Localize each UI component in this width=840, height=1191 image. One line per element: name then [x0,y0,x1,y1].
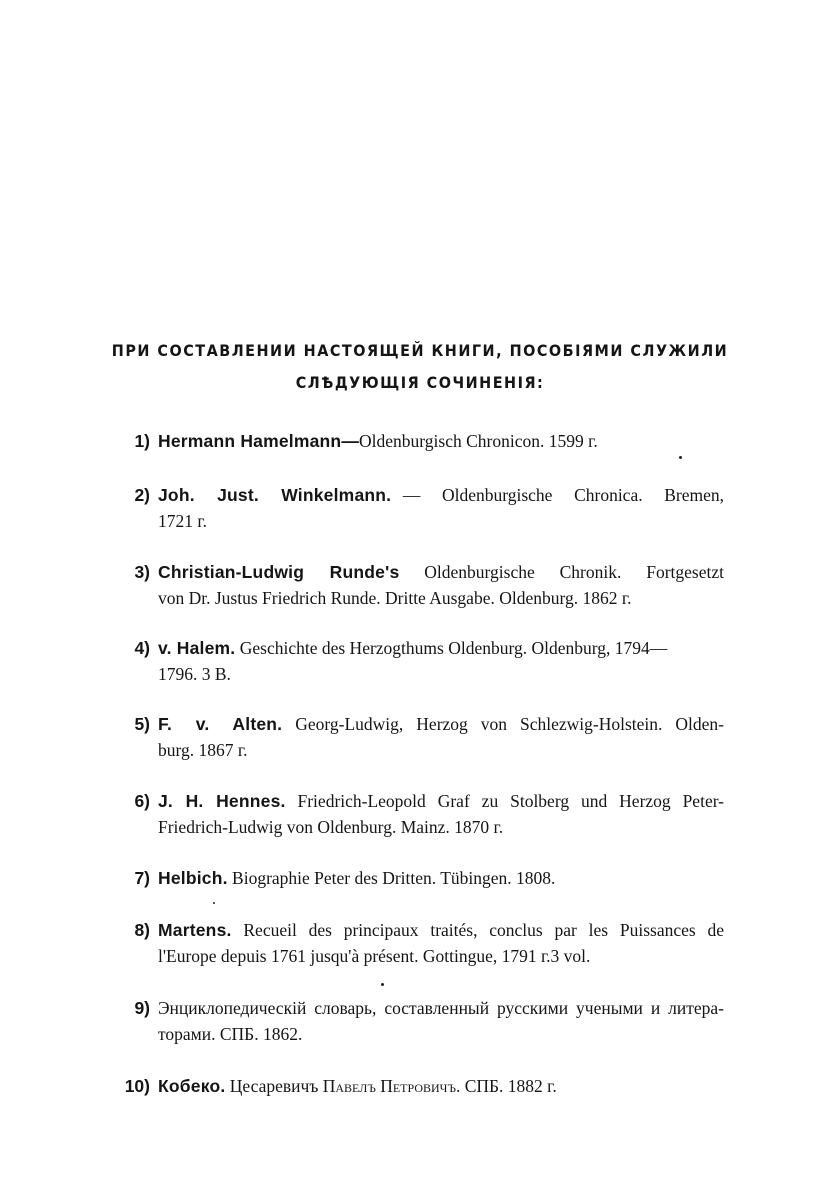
entry-title: Biographie Peter des Dritten. Tübingen. 1808. [232,868,556,888]
entry-title: Georg-Ludwig, Herzog von Schlezwig-Holstein. Olden- [295,714,725,734]
entry-title-continuation: торами. СПБ. 1862. [158,1024,303,1044]
entry-title: Энциклопедическій словарь, составленный русскими учеными и литера- [158,998,724,1018]
entry-title-continuation: burg. 1867 г. [158,740,248,760]
entry-title-continuation: 1721 г. [158,511,207,531]
bibliography-entry [128,482,724,534]
entry-number: 9) [134,998,150,1018]
entry-title-continuation: l'Europe depuis 1761 jusqu'à présent. Gottingue, 1791 г.3 vol. [158,946,591,966]
entry-author: Helbich. [158,868,228,888]
bibliography-entry [128,917,724,969]
entry-title: Geschichte des Herzogthums Oldenburg. Oldenburg, 1794— [239,638,668,658]
print-speck [213,902,215,904]
bibliography-entry [128,788,724,840]
entry-author: Joh. Just. Winkelmann. [158,485,392,505]
entry-author: J. H. Hennes. [158,791,286,811]
entry-number: 10) [124,1076,150,1096]
entry-title: Recueil des principaux traités, conclus par les Puissances de [243,920,724,940]
bibliography-entry [128,865,724,891]
entry-title: Oldenburgische Chronik. Fortgesetzt [424,562,725,582]
entry-number: 4) [134,638,150,658]
entry-author: Martens. [158,920,232,940]
entry-title: Friedrich-Leopold Graf zu Stolberg und Herzog Peter- [297,791,725,811]
bibliography-entry [128,635,724,687]
entry-number: 5) [134,714,150,734]
bibliography-entry [128,995,724,1047]
print-speck [679,456,682,459]
entry-title-continuation: von Dr. Justus Friedrich Runde. Dritte Ausgabe. Oldenburg. 1862 г. [158,588,632,608]
entry-title-end: . СПБ. 1882 г. [455,1076,557,1096]
entry-number: 1) [134,431,150,451]
entry-number: 8) [134,920,150,940]
entry-title: — Oldenburgische Chronica. Bremen, [402,485,724,505]
entry-title-continuation: 1796. 3 В. [158,664,231,684]
entry-author: Кобеко. [158,1076,226,1096]
entry-number: 2) [134,485,150,505]
entry-author: Hermann Hamelmann— [158,431,360,451]
entry-author: v. Halem. [158,638,236,658]
bibliography-entry [128,711,724,763]
bibliography-entry [128,428,724,454]
heading-line-2: СЛѢДУЮЩІЯ СОЧИНЕНІЯ: [295,373,545,392]
entry-title-continuation: Friedrich-Ludwig von Oldenburg. Mainz. 1870 г. [158,817,504,837]
entry-number: 3) [134,562,150,582]
bibliography-entry [124,1073,724,1099]
entry-title: Oldenburgisch Chronicon. 1599 г. [359,431,598,451]
heading-line-1: ПРИ СОСТАВЛЕНИИ НАСТОЯЩЕЙ КНИГИ, ПОСОБІЯМИ СЛУЖИЛИ [111,341,729,360]
print-speck [381,983,384,986]
entry-author: Christian-Ludwig Runde's [158,562,400,582]
entry-number: 7) [134,868,150,888]
entry-number: 6) [134,791,150,811]
entry-title-smallcaps: Павелъ Петровичъ [322,1076,456,1096]
entry-author: F. v. Alten. [158,714,283,734]
bibliography-entry [128,559,724,611]
entry-title: Цесаревичъ [229,1076,323,1096]
